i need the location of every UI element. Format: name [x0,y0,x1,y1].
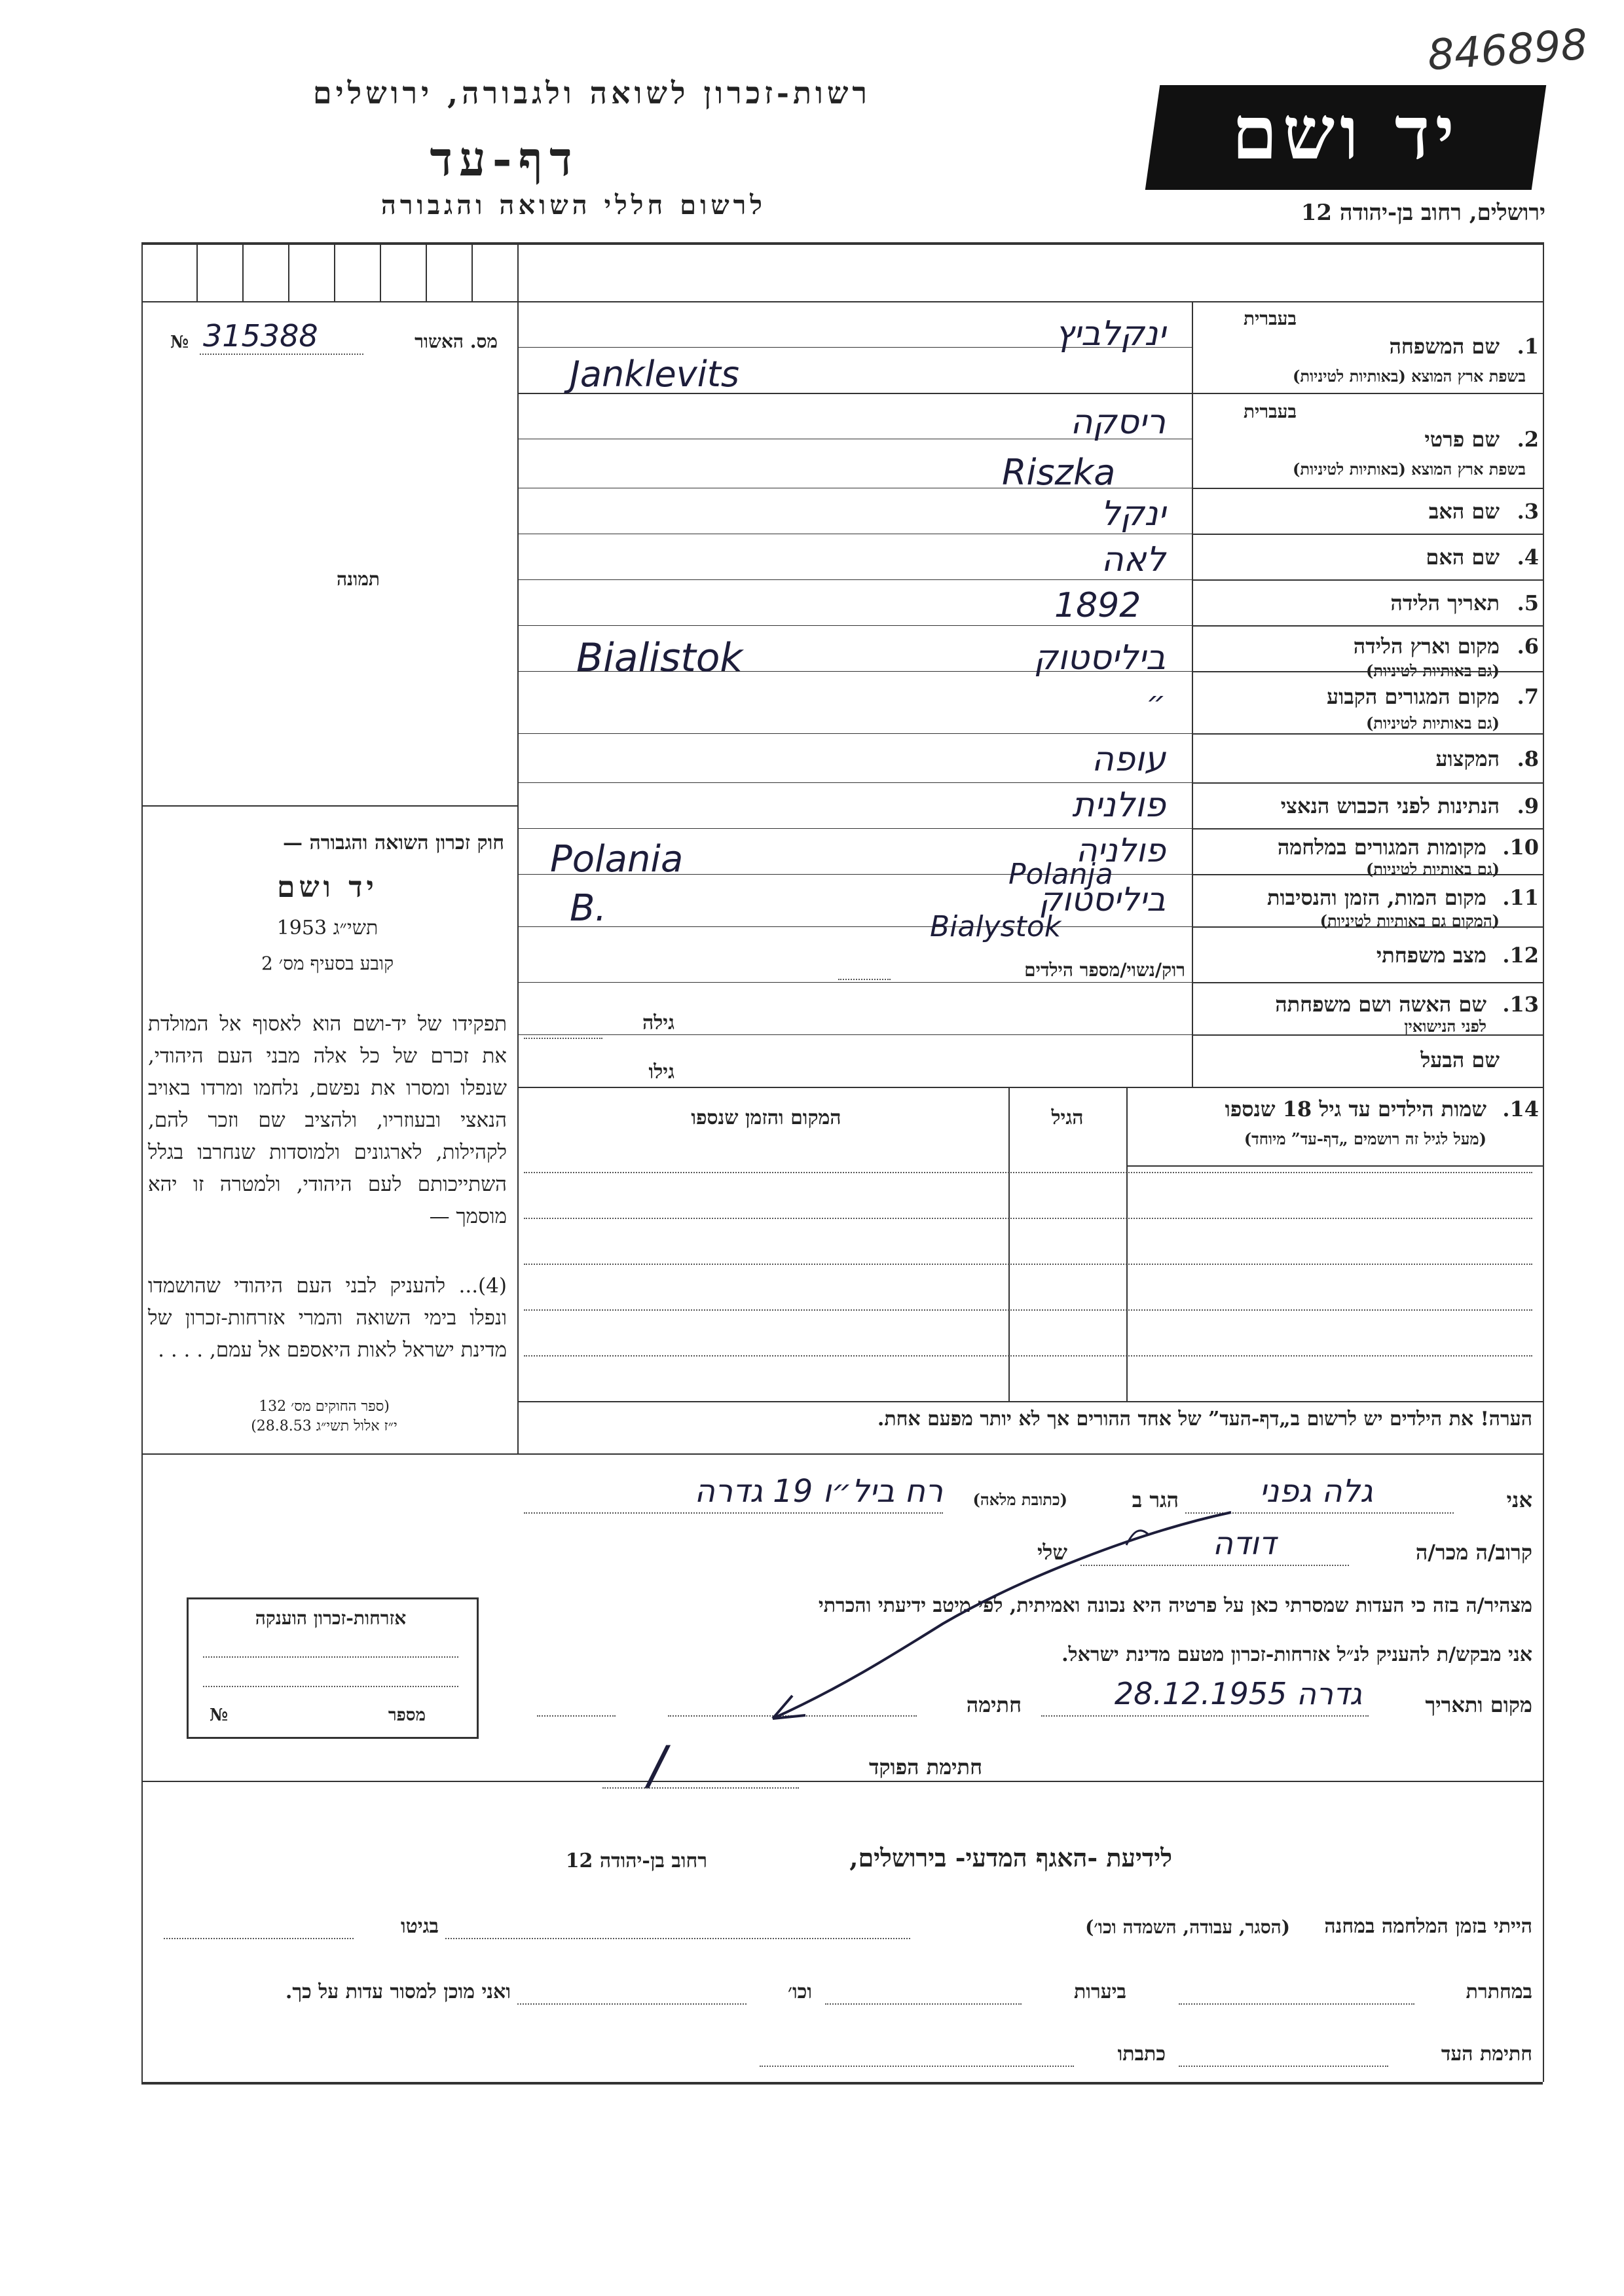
stamp-box-number-symbol: № [210,1705,229,1725]
field-1-label: שם המשפחה [1389,334,1500,359]
archive-number: 846898 [1426,20,1589,81]
field-11-latin-value: B. [570,887,607,930]
field-8-value: עופה [1091,740,1166,779]
law-date: י״ז אלול תשי״ג 28.8.53) [251,1418,397,1434]
field-10-hebrew-value: פולניה [1075,831,1166,869]
field-1-latin-value: Janklevits [570,354,740,395]
authority-heading: רשות-זכרון לשואה ולגבורה, ירושלים [312,75,871,111]
field-7-sub: (גם באותיות לטיניות) [1365,714,1500,733]
field-11-hebrew-value: ביליסטוק [1039,881,1166,919]
field-1-hebrew-value: ינקלביץ [1055,314,1166,354]
field-13-num: 13. [1502,992,1539,1017]
field-9-num: 9. [1517,793,1539,818]
field-12-num: 12. [1502,943,1539,968]
address-line: ירושלים, רחוב בן-יהודה 12 [1301,200,1545,226]
field-3-hebrew-value: ינקל [1101,494,1166,534]
field-7-value: ״ [1146,684,1166,720]
field-6-latin-value: Bialistok [576,635,743,681]
decl-relation-value: דודה [1212,1525,1276,1562]
field-9-label: הנתינות לפני הכבוש הנאצי [1280,793,1500,818]
law-source: (ספר החוקים מס׳ 132 [259,1398,390,1415]
footer-line2-b: ביערות [1073,1980,1126,2003]
logo-text: יד ושם [1231,90,1460,176]
field-13-age-label: גילה [642,1011,674,1034]
husband-label: שם הבעל [1420,1048,1500,1072]
law-text-2: (4)... להעניק לבני העם היהודי שהושמדו ונפלו בימי השואה והמרי אזרחות-זכרון של מדינת ישראל לאות היאספם אל עמם, . . . . [148,1274,507,1362]
footer-line1-a: הייתי בזמן המלחמה במחנה [1324,1915,1532,1938]
law-text: תפקידו של יד-ושם הוא לאסוף אל המולדת את זכרם של כל אלה מבני העם היהודי, שנפלו ומסרו את נפשם, נלחמו ומרדו באויב הנאצי ובעוזריו, ולהציב שם וזכר להם, לקהילות, לארגונים ולמוסדות שנחרבו בגלל השתייכותם לעם היהודי, ולמטרה זו יהא מוסמך — [148,1012,507,1228]
decl-address-value: רח ביל״ו 19 גדרה [694,1473,943,1510]
decl-statement-1: מצהיר/ה בזה כי העדות שמסרתי כאן על פרטיה היא נכונה ואמיתית, לפי מיטב ידיעתי והכרתי [818,1594,1532,1617]
field-5-num: 5. [1517,591,1539,615]
footer-line3-b: כתבתו [1117,2043,1166,2066]
note-text: הערה! את הילדים יש לרשום ב„דף-העד” של אחד ההורים אך לא יותר מפעם אחת. [877,1408,1532,1430]
photo-label: תמונה [336,568,380,590]
field-10-sub: (גם באותיות לטיניות) [1365,860,1500,879]
decl-official-label: חתימת הפוקד [869,1755,982,1779]
field-2-num: 2. [1517,427,1539,452]
decl-shel: שלי [1037,1540,1067,1565]
footer-title: לידיעת -האגף המדעי- בירושלים, [849,1843,1172,1872]
field-2-sub: בשפת ארץ המוצא (באותיות לטיניות) [1293,460,1526,479]
decl-official-mark: / [648,1735,666,1796]
decl-place-date-label: מקום ותאריך [1425,1692,1532,1717]
form-subtitle: לרשום חללי השואה והגבורה [380,190,766,221]
footer-address: רחוב בן-יהודה 12 [565,1850,707,1872]
field-4-label: שם האם [1426,545,1500,570]
field-2-latin-value: Riszka [1002,452,1116,493]
field-13-label: שם האשה ושם משפחתה [1275,992,1486,1017]
decl-relative-label: קרוב/ה מכר/ה [1415,1540,1532,1565]
field-10-label: מקומות המגורים במלחמה [1277,835,1486,860]
field-11-sub: (המקום גם באותיות לטיניות) [1320,911,1500,930]
field-6-sub: (גם באותיות לטיניות) [1365,661,1500,680]
field-4-hebrew-value: לאה [1101,540,1166,579]
field-11-num: 11. [1502,885,1539,910]
footer-line3-a: חתימת העד [1441,2043,1532,2066]
field-2-label: שם פרטי [1424,427,1500,452]
stamp-box-number-label: מספר [388,1705,426,1725]
field-4-num: 4. [1517,545,1539,570]
field-1-sub: בשפת ארץ המוצא (באותיות לטיניות) [1293,367,1526,386]
field-5-value: 1892 [1054,586,1141,625]
field-11-latin-value-2: Bialystok [930,910,1061,943]
children-sub: (מעל לגיל זה רושמים „דף-עד” מיוחד) [1244,1129,1486,1148]
field-6-hebrew-value: ביליסטוק [1033,638,1166,678]
approval-label: מס. האשור [415,331,498,352]
field-7-label: מקום המגורים הקבוע [1327,684,1500,709]
field-3-num: 3. [1517,499,1539,524]
field-8-num: 8. [1517,746,1539,771]
approval-no-symbol: № [170,333,189,352]
children-title: שמות הילדים עד גיל 18 שנספו [1225,1097,1486,1121]
field-1-hebrew-tag: בעברית [1243,308,1297,329]
field-10-latin-value-2: Polanja [1008,858,1113,891]
law-name: יד ושם [277,871,378,904]
footer-line1-c: בגיטו [400,1915,439,1938]
decl-signature-label: חתימה [966,1692,1022,1717]
field-6-num: 6. [1517,634,1539,659]
field-9-value: פולנית [1072,786,1166,825]
field-12-note: רוק/נשוי/מספר הילדים [1024,959,1185,981]
field-8-label: המקצוע [1435,746,1500,771]
footer-line2-a: במחתרת [1466,1980,1532,2003]
children-num: 14. [1502,1097,1539,1121]
law-title: חוק זכרון השואה והגבורה — [283,831,504,854]
field-10-latin-value: Polania [550,838,684,881]
field-11-label: מקום המות, הזמן והנסיבות [1266,885,1486,910]
field-5-label: תאריך הלידה [1390,591,1500,615]
field-13-sub: לפני הנישואין [1404,1017,1486,1036]
field-10-num: 10. [1502,835,1539,860]
field-2-hebrew-tag: בעברית [1243,401,1297,422]
decl-ani: אני [1506,1487,1532,1512]
footer-line2-d: ואני מוכן למסור עדות על כך. [285,1980,511,2003]
field-6-label: מקום וארץ הלידה [1353,634,1500,659]
law-clause: קובע בסעיף מס׳ 2 [261,953,394,974]
footer-line2-c: וכו׳ [788,1980,812,2003]
children-col-place: המקום והזמן שנספו [691,1106,841,1129]
decl-witness-name: גלה גפני [1259,1473,1373,1510]
decl-gar-label: הגר ב [1132,1487,1179,1512]
form-title: דף-עד [430,131,579,187]
decl-full-address-label: (כתובת מלאה) [972,1490,1067,1509]
stamp-box-title: אזרחות-זכרון הוענקה [255,1607,407,1629]
footer-line1-b: (הסגר, עבודה, השמדה וכו׳) [1085,1916,1290,1938]
field-2-hebrew-value: ריסקה [1070,403,1166,442]
decl-statement-2: אני מבקש/ת להעניק לנ״ל אזרחות-זכרון מטעם מדינת ישראל. [1061,1643,1532,1666]
children-col-age: הגיל [1051,1106,1084,1129]
signature-stroke [747,1506,1244,1728]
law-year: תשי״ג 1953 [276,917,378,939]
field-1-num: 1. [1517,334,1539,359]
husband-age-label: גילו [648,1061,674,1084]
decl-place-date-value: גדרה 28.12.1955 [1114,1676,1362,1711]
field-12-label: מצב משפחתי [1376,943,1486,968]
field-3-label: שם האב [1428,499,1500,524]
field-7-num: 7. [1517,684,1539,709]
approval-number: 315388 [203,318,318,354]
